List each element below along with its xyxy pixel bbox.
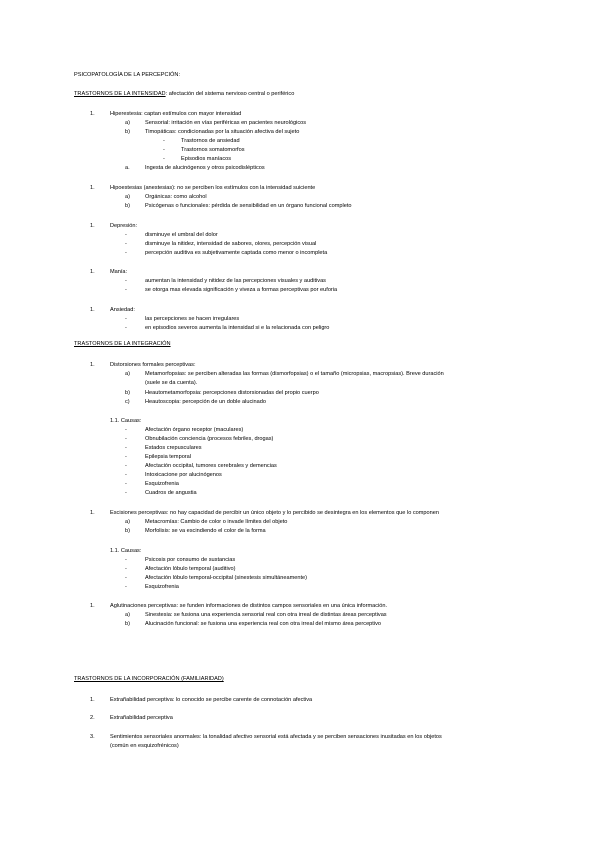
bullet-dash: -	[125, 490, 127, 496]
item-hiperestesia: Hiperestesia: captan estímulos con mayor intensidad	[110, 111, 242, 117]
list-number: 1.	[90, 362, 95, 368]
bullet-dash: -	[125, 472, 127, 478]
list-number: 1.	[90, 269, 95, 275]
bullet-dash: -	[125, 481, 127, 487]
bullet-item: Afectación órgano receptor (maculares)	[145, 427, 244, 433]
list-number: 1.	[90, 307, 95, 313]
list-marker: b)	[125, 621, 130, 627]
bullet-dash: -	[125, 241, 127, 247]
list-marker: c)	[125, 399, 130, 405]
list-number: 2.	[90, 715, 95, 721]
bullet-item: disminuye la nitidez, intensidad de sabores, olores, percepción visual	[145, 241, 317, 247]
subitem-organicas: Orgánicas: como alcohol	[145, 194, 207, 200]
item-depresion: Depresión:	[110, 223, 138, 229]
section-heading-text: TRASTORNOS DE LA INTENSIDAD	[74, 91, 166, 97]
bullet-item: aumentan la intensidad y nitidez de las percepciones visuales y auditivas	[145, 278, 326, 284]
bullet-item: Intoxicacione por alucinógenos	[145, 472, 222, 478]
subitem-metamorfopsias: Metamorfopsias: se perciben alteradas las formas (dismorfopsias) o el tamaño (micropsias, macropsias). Breve duración	[145, 371, 444, 377]
item-hipoestesias: Hipoestesias (anestesias): no se perciben los estímulos con la intensidad suiciente	[110, 185, 316, 191]
bullet-item: Episodios maníacos	[181, 156, 232, 162]
section-heading-intensidad	[74, 92, 294, 98]
item-extranabilidad-1: Extrañabilidad perceptiva: lo conocido se percibe carente de connotación afectiva	[110, 697, 313, 703]
list-marker: a)	[125, 519, 130, 525]
list-marker: b)	[125, 390, 130, 396]
list-marker: a)	[125, 120, 130, 126]
list-number: 1.	[90, 185, 95, 191]
bullet-item: Afectación lóbulo temporal (auditivo)	[145, 566, 236, 572]
list-marker: a)	[125, 371, 130, 377]
list-number: 1.	[90, 510, 95, 516]
list-marker: a)	[125, 194, 130, 200]
item-extranabilidad-2: Extrañabilidad perceptiva	[110, 715, 173, 721]
bullet-item: Estados crepusculares	[145, 445, 202, 451]
subitem-sinestesia: Sinestesia: se fusiona una experiencia sensorial real con otra irreal de distintas áreas perceptivas	[145, 612, 387, 618]
bullet-item: Obnubilación conciencia (procesos febriles, drogas)	[145, 436, 274, 442]
causas-label: 1.1. Causas:	[110, 548, 142, 554]
list-number: 1.	[90, 697, 95, 703]
bullet-dash: -	[125, 445, 127, 451]
bullet-dash: -	[125, 427, 127, 433]
bullet-dash: -	[125, 584, 127, 590]
section-heading-description: : afectación del sistema nervioso central o periférico	[165, 91, 295, 97]
document-title: PSICOPATOLOGÍA DE LA PERCEPCIÓN:	[74, 72, 181, 78]
bullet-item: Trastornos somatomorfos	[181, 147, 245, 153]
bullet-dash: -	[125, 557, 127, 563]
bullet-dash: -	[125, 232, 127, 238]
subitem-heautoscopia: Heautoscopia: percepción de un doble alucinado	[145, 399, 266, 405]
list-marker: a)	[125, 612, 130, 618]
list-number: 3.	[90, 734, 95, 740]
item-escisiones: Escisiones perceptivas: no hay capacidad de percibir un único objeto y lo percibido se desintegra en los elementos que lo componen	[110, 510, 439, 516]
bullet-dash: -	[125, 575, 127, 581]
bullet-item: Afectación occipital, tumores cerebrales y demencias	[145, 463, 277, 469]
bullet-item: Psicosis por consumo de sustancias	[145, 557, 236, 563]
bullet-item: se otorga mas elevada significación y viveza a formas perceptivas por euforia	[145, 287, 338, 293]
bullet-item: Esquizofrenia	[145, 481, 179, 487]
section-heading-integracion: TRASTORNOS DE LA INTEGRACIÓN	[74, 341, 171, 347]
bullet-item: percepción auditiva es subjetivamente captada como menor o incompleta	[145, 250, 328, 256]
list-marker: b)	[125, 528, 130, 534]
bullet-dash: -	[163, 156, 165, 162]
section-heading-incorporacion: TRASTORNOS DE LA INCORPORACIÓN (FAMILIARIDAD)	[74, 676, 224, 682]
bullet-dash: -	[163, 138, 165, 144]
subitem-ingesta: Ingesta de alucinógenos y otros psicodislépticos	[145, 165, 265, 171]
bullet-item: Epilepsia temporal	[145, 454, 192, 460]
subitem-heautometamorfopsia: Heautometamorfopsia: percepciones distorsionadas del propio cuerpo	[145, 390, 319, 396]
subitem-sensorial: Sensorial: irritación en vías periféricas en pacientes neurológicos	[145, 120, 307, 126]
item-ansiedad: Ansiedad:	[110, 307, 135, 313]
item-distorsiones: Distorsiones formales perceptivas:	[110, 362, 196, 368]
list-marker: b)	[125, 129, 130, 135]
list-number: 1.	[90, 111, 95, 117]
bullet-dash: -	[125, 250, 127, 256]
list-number: 1.	[90, 603, 95, 609]
subitem-morfolisis: Morfolisis: se va escindiendo el color de la forma	[145, 528, 266, 534]
causas-label: 1.1. Causas:	[110, 418, 142, 424]
bullet-item: en episodios severos aumenta la intensidad si e la relacionada con peligro	[145, 325, 330, 331]
bullet-item: Esquizofrenia	[145, 584, 179, 590]
bullet-dash: -	[125, 278, 127, 284]
item-sentimientos-sensoriales: Sentimientos sensoriales anormales: la tonalidad afectivo sensorial está afectada y se perciben sensaciones inusitadas en los objetos	[110, 734, 442, 740]
subitem-timopaticas: Timopáticas: condicionadas por la situación afectiva del sujeto	[145, 129, 300, 135]
bullet-dash: -	[125, 463, 127, 469]
list-marker: b)	[125, 203, 130, 209]
subitem-psicogenas: Psicógenas o funcionales: pérdida de sensibilidad en un órgano funcional completo	[145, 203, 352, 209]
item-mania: Manía:	[110, 269, 128, 275]
bullet-item: Trastornos de ansiedad	[181, 138, 240, 144]
bullet-dash: -	[125, 436, 127, 442]
bullet-dash: -	[125, 566, 127, 572]
item-aglutinaciones: Aglutinaciones perceptivas: se funden informaciones de distintos campos sensoriales en una única información.	[110, 603, 388, 609]
bullet-dash: -	[125, 325, 127, 331]
bullet-dash: -	[125, 454, 127, 460]
subitem-alucinacion-funcional: Alucinación funcional: se fusiona una experiencia real con otra irreal del mismo área perceptivo	[145, 621, 381, 627]
bullet-dash: -	[125, 316, 127, 322]
list-marker: a.	[125, 165, 130, 171]
subitem-metamorfopsias-cont: (suele se da cuenta).	[145, 380, 198, 386]
bullet-dash: -	[125, 287, 127, 293]
bullet-item: Cuadros de angustia	[145, 490, 197, 496]
bullet-item: las percepciones se hacen irregulares	[145, 316, 240, 322]
list-number: 1.	[90, 223, 95, 229]
item-sentimientos-sensoriales-cont: (común en esquizofrénicos)	[110, 743, 179, 749]
bullet-item: disminuye el umbral del dolor	[145, 232, 218, 238]
bullet-dash: -	[163, 147, 165, 153]
subitem-metacromias: Metacromías: Cambio de color o invade límites del objeto	[145, 519, 288, 525]
bullet-item: Afectación lóbulo temporal-occipital (sinestesis simultáneamente)	[145, 575, 307, 581]
